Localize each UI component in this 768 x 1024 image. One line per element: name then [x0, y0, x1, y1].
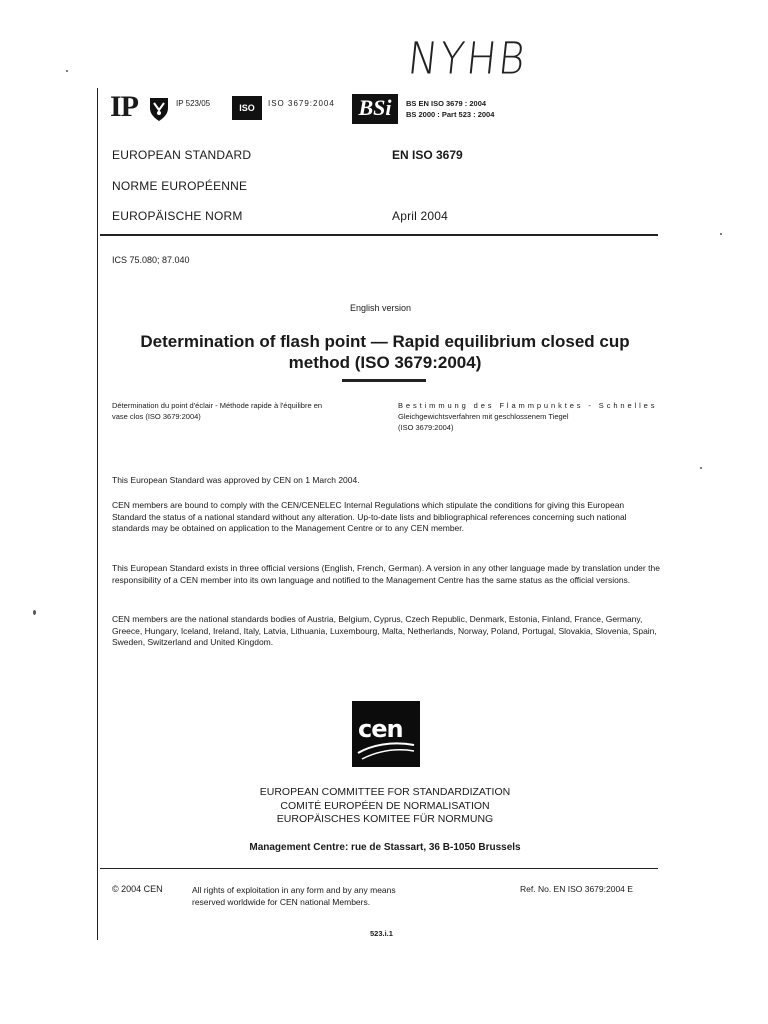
left-margin-line	[97, 88, 98, 940]
compliance-paragraph: CEN members are bound to comply with the CEN/CENELEC Internal Regulations which stipulate the conditions for giving this European Standard the status of a national standard without any alteration. Up-to-date lists and bibliographical references concerning such national standards may be obtained on application to the Management Centre or to any CEN member.	[112, 500, 627, 533]
scan-speck	[700, 467, 702, 469]
bsi-logo: BSi	[352, 94, 398, 124]
german-title-line: Bestimmung des Flammpunktes - Schnelles	[398, 401, 658, 410]
shield-icon	[148, 96, 170, 122]
footer-divider	[100, 868, 658, 869]
handwritten-annotation: NYHB	[405, 33, 530, 85]
document-title	[110, 331, 660, 373]
page-code: 523.i.1	[370, 929, 393, 938]
ics-codes: ICS 75.080; 87.040	[112, 255, 190, 265]
standard-number: EN ISO 3679	[392, 148, 463, 162]
members-paragraph: CEN members are the national standards bodies of Austria, Belgium, Cyprus, Czech Republic, Denmark, Estonia, Finland, France, Germany, Greece, Hungary, Iceland, Ireland, Italy, Latvia, Lithuania, Luxembourg, Malta, Netherlands, Norway, Poland, Portugal, Slovakia, Slovenia, Spain, Sweden, Switzerland and United Kingdom.	[112, 614, 657, 647]
version-note: English version	[350, 303, 412, 313]
label-norme-europeenne: NORME EUROPÉENNE	[112, 179, 248, 193]
iso-reference: ISO 3679:2004	[268, 99, 335, 108]
title-line: Determination of flash point — Rapid equilibrium closed cup	[140, 332, 630, 351]
german-title-line: (ISO 3679:2004)	[398, 423, 454, 432]
reference-number: Ref. No. EN ISO 3679:2004 E	[520, 884, 633, 894]
french-title	[112, 400, 387, 422]
cen-logo-text: cen	[358, 715, 403, 743]
french-title-line: Détermination du point d'éclair - Méthode rapide à l'équilibre en	[112, 401, 323, 410]
french-title-line: vase clos (ISO 3679:2004)	[112, 412, 201, 421]
approval-paragraph: This European Standard was approved by CEN on 1 March 2004.	[112, 475, 360, 485]
bs-reference-line: BS 2000 : Part 523 : 2004	[406, 110, 495, 119]
versions-paragraph: This European Standard exists in three official versions (English, French, German). A version in any other language made by translation under the responsibility of a CEN member into its own language and notified to the Management Centre has the same status as the official versions.	[112, 563, 660, 585]
ip-logo-text: IP	[110, 90, 138, 123]
title-line: method (ISO 3679:2004)	[288, 353, 482, 372]
copyright-notice: © 2004 CEN	[112, 884, 163, 894]
german-title	[398, 400, 660, 433]
label-europaische-norm: EUROPÄISCHE NORM	[112, 209, 243, 223]
cen-logo	[352, 701, 420, 767]
ip-logo	[110, 90, 138, 124]
management-centre: Management Centre: rue de Stassart, 36 B-1050 Brussels	[249, 842, 521, 853]
committee-name-en: EUROPEAN COMMITTEE FOR STANDARDIZATION	[259, 786, 511, 798]
iso-logo: ISO	[232, 96, 262, 120]
rights-line: All rights of exploitation in any form and by any means	[192, 885, 396, 895]
bs-reference-line: BS EN ISO 3679 : 2004	[406, 99, 487, 108]
ip-reference: IP 523/05	[176, 99, 211, 108]
title-underline	[342, 379, 426, 382]
header-divider	[100, 234, 658, 236]
label-european-standard: EUROPEAN STANDARD	[112, 148, 252, 162]
committee-name-fr: COMITÉ EUROPÉEN DE NORMALISATION	[280, 799, 490, 812]
committee-name-de: EUROPÄISCHES KOMITEE FÜR NORMUNG	[276, 813, 494, 825]
bs-references	[406, 98, 494, 120]
scan-speck	[33, 610, 36, 615]
rights-line: reserved worldwide for CEN national Members.	[192, 897, 371, 907]
rights-notice	[192, 884, 396, 908]
publication-date: April 2004	[392, 209, 449, 223]
german-title-line: Gleichgewichtsverfahren mit geschlossenem Tiegel	[398, 412, 569, 421]
committee-names	[110, 786, 660, 827]
scan-speck	[66, 70, 68, 72]
scan-speck	[720, 233, 722, 235]
